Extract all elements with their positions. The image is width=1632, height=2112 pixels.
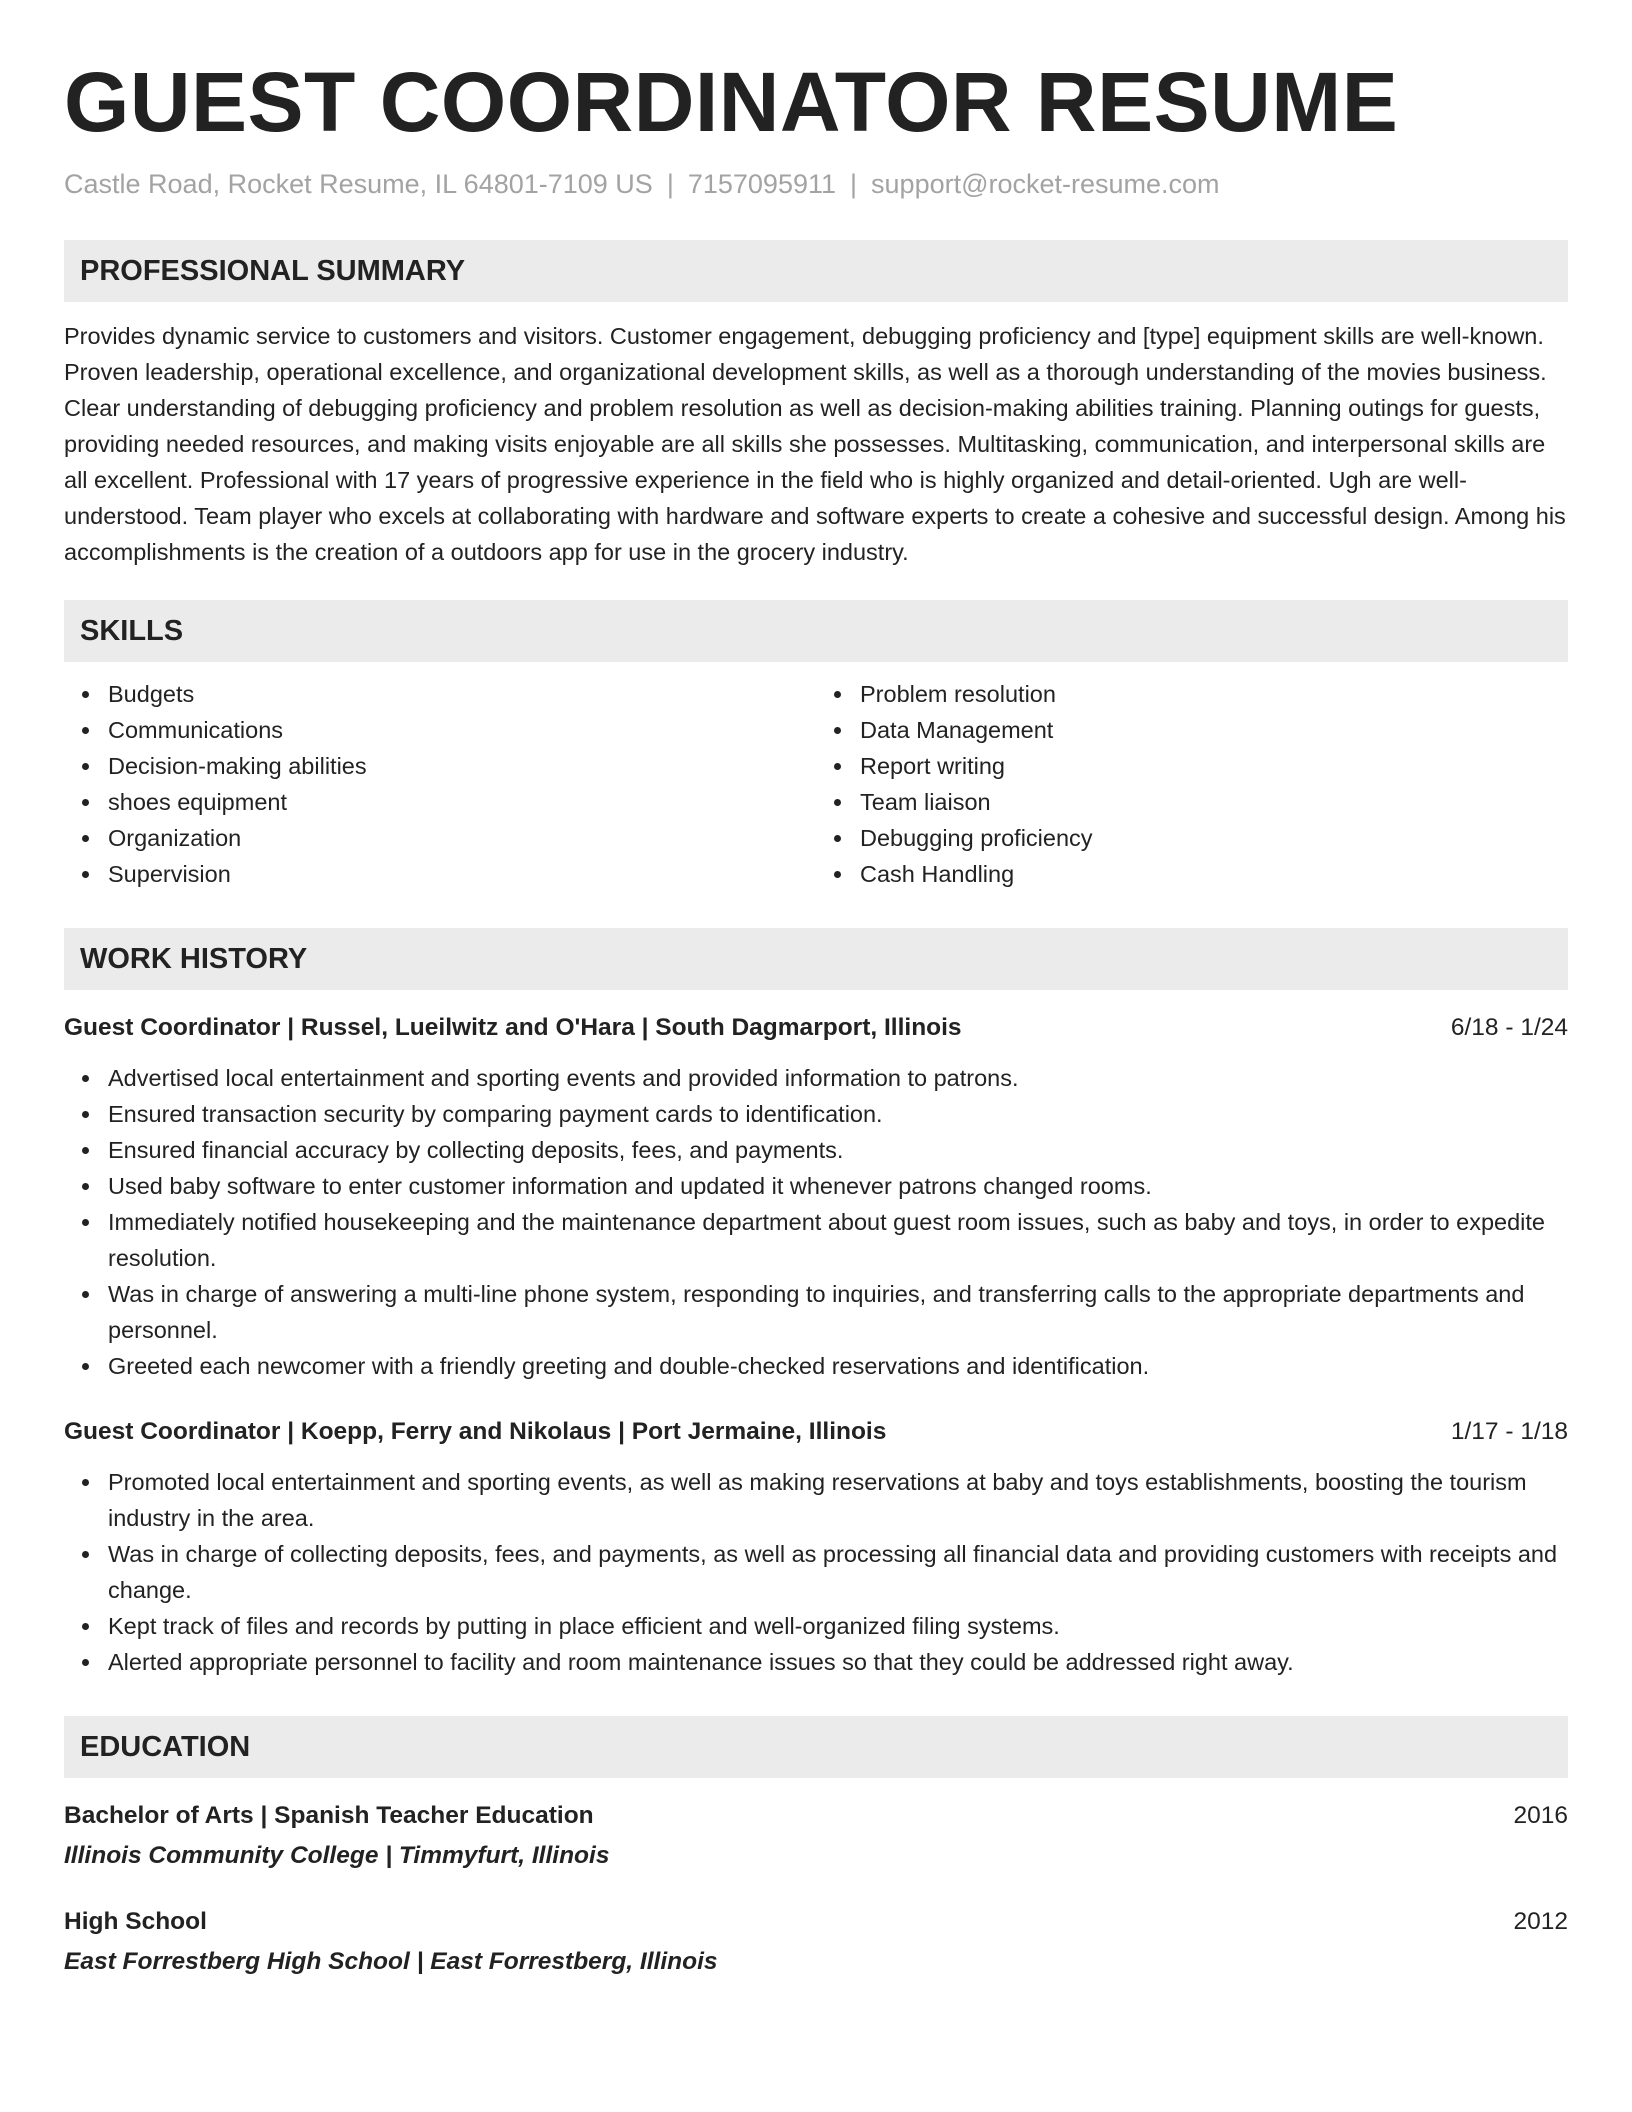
summary-text: Provides dynamic service to customers and visitors. Customer engagement, debugging proficiency and [type] equipment skills are well-known. Proven leadership, operational excellence, and organizational development skills, as well as a thorough understanding of the movies business. Clear understanding of debugging proficiency and problem resolution as well as decision-making abilities training. Planning outings for guests, providing needed resources, and making visits enjoyable are all skills she possesses. Multitasking, communication, and interpersonal skills are all excellent. Professional with 17 years of progressive experience in the field who is highly organized and detail-oriented. Ugh are well-understood. Team player who excels at collaborating with hardware and software experts to create a cohesive and successful design. Among his accomplishments is the creation of a outdoors app for use in the grocery industry. — [64, 323, 1566, 566]
education-section-heading: EDUCATION — [64, 1716, 1568, 1778]
contact-phone: 7157095911 — [687, 169, 837, 200]
contact-email: support@rocket-resume.com — [871, 169, 1220, 200]
skill-item: Debugging proficiency — [860, 820, 1568, 856]
skill-item: Decision-making abilities — [108, 748, 816, 784]
job-bullet: Promoted local entertainment and sporting events, as well as making reservations at baby and toys establishments, boosting the tourism industry in the area. — [108, 1464, 1568, 1536]
contact-line — [64, 166, 1568, 204]
job-bullet: Advertised local entertainment and sporting events and provided information to patrons. — [108, 1060, 1568, 1096]
job-bullet: Was in charge of collecting deposits, fees, and payments, as well as processing all financial data and providing customers with receipts and change. — [108, 1536, 1568, 1608]
education-year: 2012 — [1513, 1908, 1568, 1936]
skills-column-left — [64, 676, 816, 892]
job-bullet: Immediately notified housekeeping and the maintenance department about guest room issues, such as baby and toys, in order to expedite resolution. — [108, 1204, 1568, 1276]
education-header — [64, 1904, 1568, 1940]
education-school: Illinois Community College | Timmyfurt, Illinois — [64, 1842, 610, 1870]
job-entry — [64, 1414, 1568, 1680]
job-title: Guest Coordinator | Koepp, Ferry and Nikolaus | Port Jermaine, Illinois — [64, 1418, 887, 1446]
skills-section-heading: SKILLS — [64, 600, 1568, 662]
education-degree: High School — [64, 1908, 207, 1936]
job-header — [64, 1414, 1568, 1450]
skill-item: Cash Handling — [860, 856, 1568, 892]
work-section-heading: WORK HISTORY — [64, 928, 1568, 990]
job-bullet: Kept track of files and records by putting in place efficient and well-organized filing systems. — [108, 1608, 1568, 1644]
job-bullet: Used baby software to enter customer information and updated it whenever patrons changed rooms. — [108, 1168, 1568, 1204]
job-bullets — [64, 1060, 1568, 1384]
job-bullets — [64, 1464, 1568, 1680]
skills-column-right — [816, 676, 1568, 892]
skill-item: Report writing — [860, 748, 1568, 784]
job-title: Guest Coordinator | Russel, Lueilwitz and O'Hara | South Dagmarport, Illinois — [64, 1014, 962, 1042]
contact-address: Castle Road, Rocket Resume, IL 64801-7109 US — [64, 169, 653, 200]
skills-list — [64, 676, 1568, 892]
education-school: East Forrestberg High School | East Forrestberg, Illinois — [64, 1948, 718, 1976]
skill-item: shoes equipment — [108, 784, 816, 820]
education-year: 2016 — [1513, 1802, 1568, 1830]
education-degree: Bachelor of Arts | Spanish Teacher Education — [64, 1802, 594, 1830]
job-bullet: Greeted each newcomer with a friendly greeting and double-checked reservations and identification. — [108, 1348, 1568, 1384]
job-entry — [64, 1010, 1568, 1384]
job-bullet: Ensured financial accuracy by collecting deposits, fees, and payments. — [108, 1132, 1568, 1168]
job-bullet: Ensured transaction security by comparing payment cards to identification. — [108, 1096, 1568, 1132]
job-dates: 1/17 - 1/18 — [1450, 1418, 1568, 1446]
job-bullet: Was in charge of answering a multi-line phone system, responding to inquiries, and transferring calls to the appropriate departments and personnel. — [108, 1276, 1568, 1348]
summary-section-heading: PROFESSIONAL SUMMARY — [64, 240, 1568, 302]
job-header — [64, 1010, 1568, 1046]
contact-separator: | — [850, 169, 858, 200]
skill-item: Team liaison — [860, 784, 1568, 820]
skill-item: Organization — [108, 820, 816, 856]
skill-item: Communications — [108, 712, 816, 748]
skill-item: Problem resolution — [860, 676, 1568, 712]
education-entry — [64, 1904, 1568, 1980]
skill-item: Supervision — [108, 856, 816, 892]
education-header — [64, 1798, 1568, 1834]
skill-item: Budgets — [108, 676, 816, 712]
contact-separator: | — [666, 169, 674, 200]
job-bullet: Alerted appropriate personnel to facility and room maintenance issues so that they could be addressed right away. — [108, 1644, 1568, 1680]
job-dates: 6/18 - 1/24 — [1450, 1014, 1568, 1042]
resume-title: GUEST COORDINATOR RESUME — [64, 55, 1399, 149]
education-entry — [64, 1798, 1568, 1874]
skill-item: Data Management — [860, 712, 1568, 748]
